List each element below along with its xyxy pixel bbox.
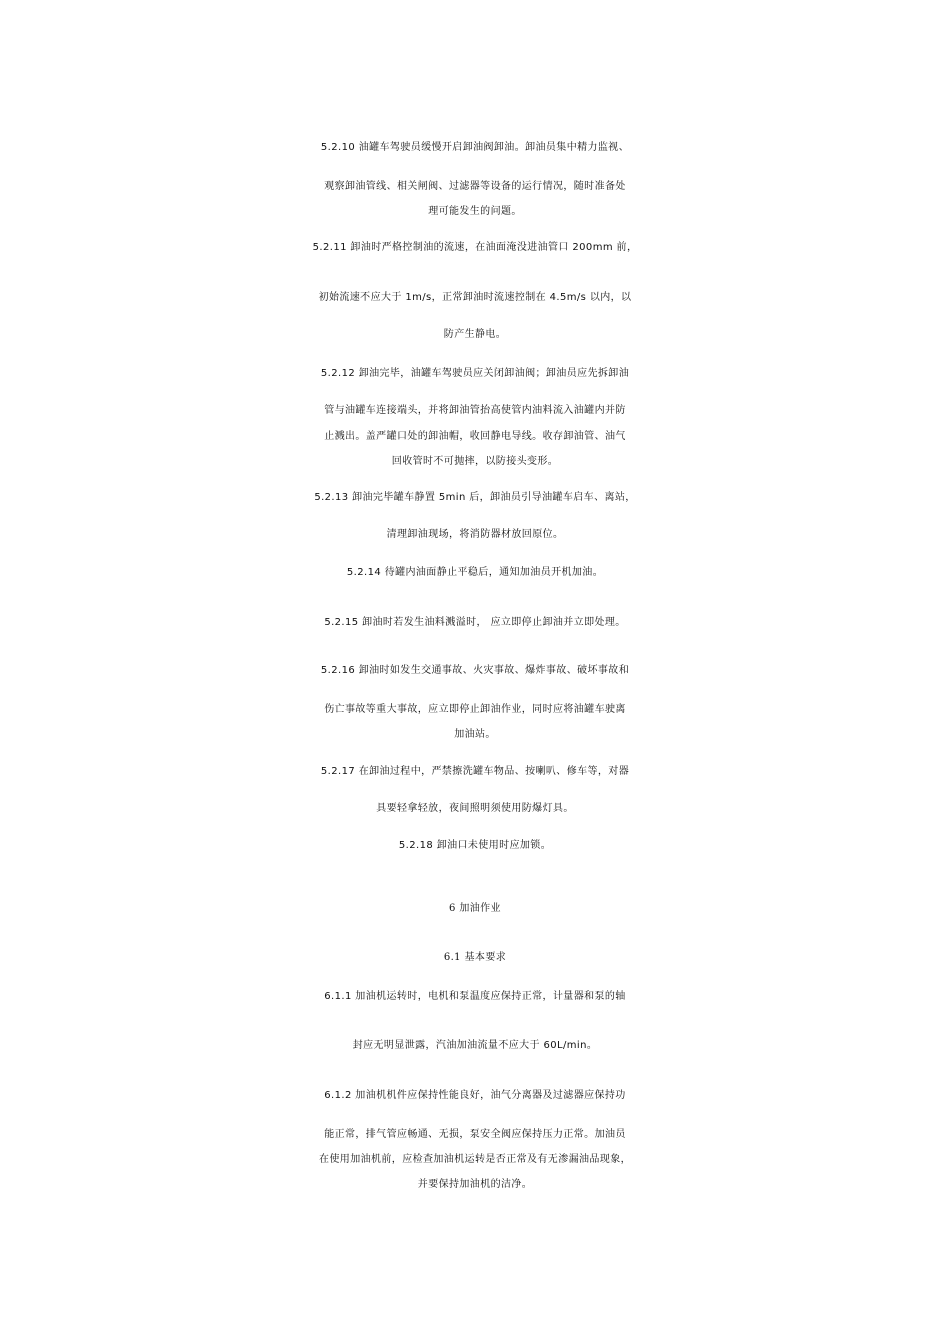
text-line: 清理卸油现场，将消防器材放回原位。 [386, 529, 564, 540]
text-line: 5.2.14 待罐内油面静止平稳后，通知加油员开机加油。 [346, 567, 604, 578]
text-line: 6.1.1 加油机运转时，电机和泵温度应保持正常，计量器和泵的轴 [324, 991, 626, 1002]
text-line: 初始流速不应大于 1m/s，正常卸油时流速控制在 4.5m/s 以内，以 [318, 292, 632, 303]
text-line: 防产生静电。 [443, 329, 507, 340]
subsection-heading: 6.1 基本要求 [443, 952, 507, 963]
text-line: 5.2.17 在卸油过程中，严禁擦洗罐车物品、按喇叭、修车等，对器 [320, 766, 630, 777]
text-line: 5.2.15 卸油时若发生油料溅溢时， 应立即停止卸油并立即处理。 [324, 617, 626, 628]
text-line: 5.2.18 卸油口未使用时应加锁。 [398, 840, 552, 851]
text-line: 5.2.10 油罐车驾驶员缓慢开启卸油阀卸油。卸油员集中精力监视、 [320, 142, 630, 153]
text-line: 封应无明显泄露，汽油加油流量不应大于 60L/min。 [352, 1040, 598, 1051]
text-line: 并要保持加油机的洁净。 [417, 1179, 533, 1190]
text-line: 止溅出。盖严罐口处的卸油帽，收回静电导线。收存卸油管、油气 [324, 431, 626, 442]
text-line: 具要轻拿轻放，夜间照明须使用防爆灯具。 [376, 803, 574, 814]
text-line: 6.1.2 加油机机件应保持性能良好，油气分离器及过滤器应保持功 [324, 1090, 626, 1101]
text-line: 观察卸油管线、相关闸阀、过滤器等设备的运行情况，随时准备处 [324, 181, 626, 192]
text-line: 5.2.16 卸油时如发生交通事故、火灾事故、爆炸事故、破坏事故和 [320, 665, 630, 676]
text-line: 在使用加油机前，应检查加油机运转是否正常及有无渗漏油品现象， [319, 1154, 631, 1165]
text-line: 伤亡事故等重大事故，应立即停止卸油作业，同时应将油罐车驶离 [324, 704, 626, 715]
text-line: 理可能发生的问题。 [428, 206, 522, 217]
text-line: 5.2.12 卸油完毕，油罐车驾驶员应关闭卸油阀；卸油员应先拆卸油 [320, 368, 630, 379]
section-heading: 6 加油作业 [449, 903, 501, 914]
text-line: 管与油罐车连接端头，并将卸油管抬高使管内油料流入油罐内并防 [324, 405, 626, 416]
text-line: 回收管时不可抛摔，以防接头变形。 [391, 456, 559, 467]
text-line: 5.2.11 卸油时严格控制油的流速，在油面淹没进油管口 200mm 前， [312, 242, 638, 253]
text-line: 能正常，排气管应畅通、无损，泵安全阀应保持压力正常。加油员 [324, 1129, 626, 1140]
text-line: 5.2.13 卸油完毕罐车静置 5min 后，卸油员引导油罐车启车、离站， [314, 492, 636, 503]
text-line: 加油站。 [454, 729, 496, 740]
